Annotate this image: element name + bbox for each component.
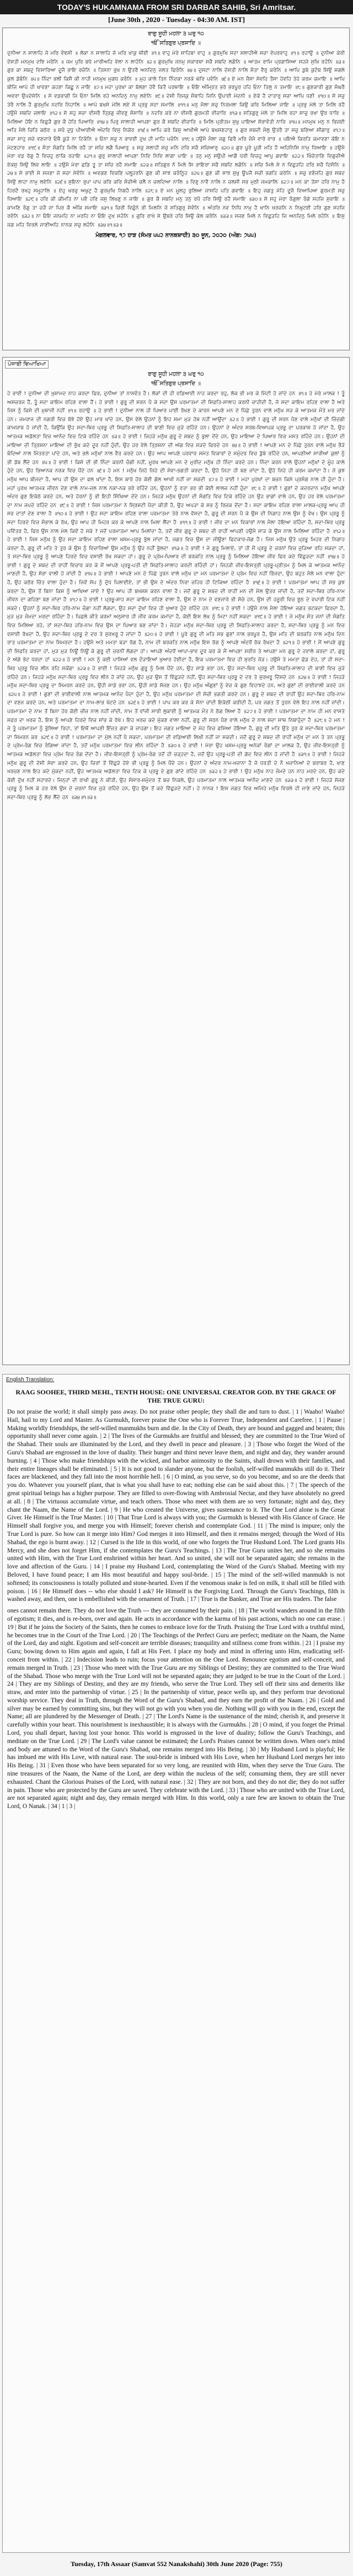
footer-date-line: Tuesday, 17th Assaar (Samvat 552 Nanakshahi) 30th June 2020 (Page: 755) [71,2560,282,2568]
shabad-raag-heading: ਰਾਗੁ ਸੂਹੀ ਮਹਲਾ ੩ ਘਰੁ ੧੦ [147,31,205,37]
page-title: TODAY'S HUKAMNAMA FROM SRI DARBAR SAHIB, Sri Amritsar. [0,0,353,14]
gurmukhi-date-line: ਮੰਗਲਵਾਰ, ੧੭ ਹਾੜ (ਸੰਮਤ ੫੫੨ ਨਾਨਕਸ਼ਾਹੀ) ੩੦ ਜੂਨ, ੨੦੨੦ (ਅੰਗ: ੭੫੫) [95,232,256,239]
shabad-mool-heading: ੴ ਸਤਿਗੁਰ ਪ੍ਰਸਾਦਿ ॥ [151,40,201,46]
gurmukhi-shabad-text: ਦੁਨੀਆ ਨ ਸਾਲਾਹਿ ਜੋ ਮਰਿ ਵੰਞਸੀ ॥ ਲੋਕਾ ਨ ਸਾਲਾਹਿ ਜੋ ਮਰਿ ਖਾਕੁ ਥੀਈ ॥੧॥ ਵਾਹੁ ਮੇਰੇ ਸਾਹਿਬਾ ਵਾਹੁ ॥ ਗੁਰਮੁਖਿ ਸਦਾ ਸਲਾਹੀਐ ਸਚਾ ਵੇਪਰਵਾਹੁ ॥੧॥ ਰਹਾਉ ॥ ਦੁਨੀਆ ਕੇਰੀ ਦੋਸਤੀ ਮਨਮੁਖ ਦਝਿ ਮਰੰਨਿ ॥ ਜਮ ਪੁਰਿ ਬਧੇ ਮਾਰੀਅਹਿ ਵੇਲਾ ਨ ਲਾਹੰਨਿ ॥੨॥ ਗੁਰਮੁਖਿ ਜਨਮੁ ਸਕਾਰਥਾ ਸਚੈ ਸਬਦਿ ਲਗੰਨਿ ॥ ਆਤਮ ਰਾਮਿ ਪ੍ਰਗਾਸਿਆ ਸਹਜੇ ਸੁਖਿ ਰਹੰਨਿ ॥੩॥ ਗੁਰ ਕਾ ਸਬਦੁ ਵਿਸਾਰਿਆ ਦੂਜੈ ਭਾਇ ਰਚੰਨਿ ॥ ਤਿਸਨਾ ਭੁਖ ਨ ਉਤਰੈ ਅਨਦਿਨੁ ਜਲਤ ਫਿਰੰਨਿ ॥੪॥ ਦੁਸਟਾ ਨਾਲਿ ਦੋਸਤੀ ਨਾਲਿ ਸੰਤਾ ਵੈਰੁ ਕਰੰਨਿ ॥ ਆਪਿ ਡੁਬੇ ਕੁਟੰਬ ਸਿਉ ਸਗਲੇ ਕੁਲ ਡੋਬੰਨਿ ॥੫॥ ਨਿੰਦਾ ਭਲੀ ਕਿਸੈ ਕੀ ਨਾਹੀ ਮਨਮੁਖ ਮੁਗਧ ਕਰੰਨਿ ॥ ਮੁਹ ਕਾਲੇ ਤਿਨ ਨਿੰਦਕਾ ਨਰਕੇ ਘੋਰਿ ਪਵੰਨਿ ॥੬॥ ਏ ਮਨ ਜੈਸਾ ਸੇਵਹਿ ਤੈਸਾ ਹੋਵਹਿ ਤੇਹੇ ਕਰਮ ਕਮਾਇ ॥ ਆਪਿ ਬੀਜਿ ਆਪੇ ਹੀ ਖਾਵਣਾ ਕਹਣਾ ਕਿਛੂ ਨ ਜਾਇ ॥੭॥ ਮਹਾ ਪੁਰਖਾ ਕਾ ਬੋਲਣਾ ਹੋਵੈ ਕਿਤੈ ਪਰਥਾਇ ॥ ਓਇ ਅੰਮ੍ਰਿਤ ਭਰੇ ਭਰਪੂਰ ਹਹਿ ਓਨਾ ਤਿਲੁ ਨ ਤਮਾਇ ॥੮॥ ਗੁਣਕਾਰੀ ਗੁਣ ਸੰਘਰੈ ਅਵਰਾ ਉਪਦੇਸੇਨਿ ॥ ਸੇ ਵਡਭਾਗੀ ਜਿ ਓਨਾ ਮਿਲਿ ਰਹੇ ਅਨਦਿਨੁ ਨਾਮੁ ਲਏਨਿ ॥੯॥ ਦੇਸੀ ਰਿਜਕੁ ਸੰਬਾਹਿ ਜਿਨਿ ਉਪਾਈ ਮੇਦਨੀ ॥ ਏਕੋ ਹੈ ਦਾਤਾਰੁ ਸਚਾ ਆਪਿ ਧਣੀ ॥੧੦॥ ਸੋ ਸਚੁ ਤੇਰੈ ਨਾਲਿ ਹੈ ਗੁਰਮੁਖਿ ਨਦਰਿ ਨਿਹਾਲਿ ॥ ਆਪੇ ਬਖਸੇ ਮੇਲਿ ਲਏ ਸੋ ਪ੍ਰਭੁ ਸਦਾ ਸਮਾਲਿ ॥੧੧॥ ਮਨੁ ਮੈਲਾ ਸਚੁ ਨਿਰਮਲਾ ਕਿਉ ਕਰਿ ਮਿਲਿਆ ਜਾਇ ॥ ਪ੍ਰਭੁ ਮੇਲੇ ਤਾ ਮਿਲਿ ਰਹੈ ਹਉਮੈ ਸਬਦਿ ਜਲਾਇ ॥੧੨॥ ਸੋ ਸਹੁ ਸਚਾ ਵੀਸਰੈ ਧ੍ਰਿਗੁ ਜੀਵਣੁ ਸੰਸਾਰਿ ॥ ਨਦਰਿ ਕਰੇ ਨਾ ਵੀਸਰੈ ਗੁਰਮਤੀ ਵੀਚਾਰਿ ॥੧੩॥ ਸਤਿਗੁਰੁ ਮੇਲੇ ਤਾ ਮਿਲਿ ਰਹਾ ਸਾਚੁ ਰਖਾ ਉਰ ਧਾਰਿ ॥ ਮਿਲਿਆ ਹੋਇ ਨ ਵਿਛੁੜੈ ਗੁਰ ਕੈ ਹੇਤਿ ਪਿਆਰਿ ॥੧੪॥ ਪਿਰੁ ਸਾਲਾਹੀ ਆਪਣਾ ਗੁਰ ਕੈ ਸਬਦਿ ਵੀਚਾਰਿ ॥ ਮਿਲਿ ਪ੍ਰੀਤਮ ਸੁਖੁ ਪਾਇਆ ਸੋਭਾਵੰਤੀ ਨਾਰਿ ॥੧੫॥ ਮਨਮੁਖ ਮਨੁ ਨ ਭਿਜਈ ਅਤਿ ਮੈਲੇ ਚਿਤਿ ਕਠੋਰ ॥ ਸਪੈ ਦੁਧੁ ਪੀਆਈਐ ਅੰਦਰਿ ਵਿਸੁ ਨਿਕੋਰ ॥੧੬॥ ਆਪਿ ਕਰੇ ਕਿਸੁ ਆਖੀਐ ਆਪੇ ਬਖਸਣਹਾਰੁ ॥ ਗੁਰ ਸਬਦੀ ਮੈਲੁ ਉਤਰੈ ਤਾ ਸਚੁ ਬਣਿਆ ਸੀਗਾਰੁ ॥੧੭॥ ਸਚਾ ਸਾਹੁ ਸਚੇ ਵਣਜਾਰੇ ਓਥੈ ਕੂੜੇ ਨਾ ਟਿਕੰਨਿ ॥ ਓਨਾ ਸਚੁ ਨ ਭਾਵਈ ਦੁਖ ਹੀ ਮਾਹਿ ਪਚੰਨਿ ॥੧੮॥ ਹਉਮੈ ਮੈਲਾ ਜਗੁ ਫਿਰੈ ਮਰਿ ਜੰਮੈ ਵਾਰੋ ਵਾਰ ॥ ਪਇਐ ਕਿਰਤਿ ਕਮਾਵਣਾ ਕੋਇ ਨ ਮੇਟਣਹਾਰ ॥੧੯॥ ਸੰਤਾ ਸੰਗਤਿ ਮਿਲਿ ਰਹੈ ਤਾ ਸਚਿ ਲਗੈ ਪਿਆਰੁ ॥ ਸਚੁ ਸਲਾਹੀ ਸਚੁ ਮਨਿ ਦਰਿ ਸਚੈ ਸਚਿਆਰੁ ॥੨੦॥ ਗੁਰ ਪੂਰੇ ਪੂਰੀ ਮਤਿ ਹੈ ਅਹਿਨਿਸਿ ਨਾਮੁ ਧਿਆਇ ॥ ਹਉਮੈ ਮੇਰਾ ਵਡ ਰੋਗੁ ਹੈ ਵਿਚਹੁ ਠਾਕਿ ਰਹਾਇ ॥੨੧॥ ਗੁਰੁ ਸਾਲਾਹੀ ਆਪਣਾ ਨਿਵਿ ਨਿਵਿ ਲਾਗਾ ਪਾਇ ॥ ਤਨੁ ਮਨੁ ਸਉਪੀ ਆਗੈ ਧਰੀ ਵਿਚਹੁ ਆਪੁ ਗਵਾਇ ॥੨੨॥ ਖਿੰਚੋਤਾਣਿ ਵਿਗੁਚੀਐ ਏਕਸੁ ਸਿਉ ਲਿਵ ਲਾਇ ॥ ਹਉਮੈ ਮੇਰਾ ਛਡਿ ਤੂ ਤਾ ਸਚਿ ਰਹੈ ਸਮਾਇ ॥੨੩॥ ਸਤਿਗੁਰ ਨੋ ਮਿਲੇ ਸਿ ਭਾਇਰਾ ਸਚੈ ਸਬਦਿ ਲਗੰਨਿ ॥ ਸਚਿ ਮਿਲੇ ਸੇ ਨ ਵਿਛੁੜਹਿ ਦਰਿ ਸਚੈ ਦਿਸੰਨਿ ॥੨੪॥ ਸੇ ਭਾਈ ਸੇ ਸਜਣਾ ਜੋ ਸਚਾ ਸੇਵੰਨਿ ॥ ਅਵਗਣ ਵਿਕਣਿ ਪਲ੍ਹ੍ਹਰਨਿ ਗੁਣ ਕੀ ਸਾਝ ਕਰੰਨ੍ਹ੍ਹਿ ॥੨੫॥ ਗੁਣ ਕੀ ਸਾਝ ਸੁਖੁ ਊਪਜੈ ਸਚੀ ਭਗਤਿ ਕਰੇਨਿ ॥ ਸਚੁ ਵਣੰਜਹਿ ਗੁਰ ਸਬਦ ਸਿਉ ਲਾਹਾ ਨਾਮੁ ਲਏਨਿ ॥੨੬॥ ਸੁਇਨਾ ਰੁਪਾ ਪਾਪ ਕਰਿ ਕਰਿ ਸੰਚੀਐ ਚਲੈ ਨ ਚਲਦਿਆ ਨਾਲਿ ॥ ਵਿਣੁ ਨਾਵੈ ਨਾਲਿ ਨ ਚਲਸੀ ਸਭ ਮੁਠੀ ਜਮਕਾਲਿ ॥੨੭॥ ਮਨ ਕਾ ਤੋਸਾ ਹਰਿ ਨਾਮੁ ਹੈ ਹਿਰਦੈ ਰਖਹੁ ਸਮ੍ਹ੍ਹਾਲਿ ॥ ਏਹੁ ਖਰਚੁ ਅਖੁਟੁ ਹੈ ਗੁਰਮੁਖਿ ਨਿਬਹੈ ਨਾਲਿ ॥੨੮॥ ਏ ਮਨ ਮੂਲਹੁ ਭੁਲਿਆ ਜਾਸਹਿ ਪਤਿ ਗਵਾਇ ॥ ਇਹੁ ਜਗਤੁ ਮੋਹਿ ਦੂਜੈ ਵਿਆਪਿਆ ਗੁਰਮਤੀ ਸਚੁ ਧਿਆਇ ॥੨੯॥ ਹਰਿ ਕੀ ਕੀਮਤਿ ਨਾ ਪਵੈ ਹਰਿ ਜਸੁ ਲਿਖਣੁ ਨ ਜਾਇ ॥ ਗੁਰ ਕੈ ਸਬਦਿ ਮਨੁ ਤਨੁ ਰਪੈ ਹਰਿ ਸਿਉ ਰਹੈ ਸਮਾਇ ॥੩੦॥ ਸੋ ਸਹੁ ਮੇਰਾ ਰੰਗੁਲਾ ਰੰਗੇ ਸਹਜਿ ਸੁਭਾਇ ॥ ਕਾਮਣਿ ਰੰਗੁ ਤਾ ਚੜੈ ਜਾ ਪਿਰ ਕੈ ਅੰਕਿ ਸਮਾਇ ॥੩੧॥ ਚਿਰੀ ਵਿਛੁੰਨੇ ਭੀ ਮਿਲਨਿ ਜੋ ਸਤਿਗੁਰੁ ਸੇਵੰਨਿ ॥ ਅੰਤਰਿ ਨਵ ਨਿਧਿ ਨਾਮੁ ਹੈ ਖਾਨਿ ਖਰਚਨਿ ਨ ਨਿਖੁਟਈ ਹਰਿ ਗੁਣ ਸਹਜਿ ਰਵੰਨਿ ॥੩੨॥ ਨਾ ਓਇ ਜਨਮਹਿ ਨਾ ਮਰਹਿ ਨਾ ਓਇ ਦੁਖ ਸਹੰਨਿ ॥ ਗੁਰਿ ਰਾਖੇ ਸੇ ਉਬਰੇ ਹਰਿ ਸਿਉ ਕੇਲ ਕਰੰਨਿ ॥੩੩॥ ਸਜਣ ਮਿਲੇ ਨ ਵਿਛੁੜਹਿ ਜਿ ਅਨਦਿਨੁ ਮਿਲੇ ਰਹੰਨਿ ॥ ਇਸੁ ਜਗ ਮਹਿ ਵਿਰਲੇ ਜਾਣੀਅਹਿ ਨਾਨਕ ਸਚੁ ਲਹੰਨਿ ॥੩੪॥੧॥੩॥ [7,50,345,228]
english-translation-label: English Translation: [6,1377,55,1383]
gurmukhi-shabad-box [2,28,350,350]
english-translation-text-continued: ones cannot remain there. They do not love the Truth --- they are consumed by their pain. | 18 | The world wanders around in the filth of egotism; it dies, and is re-born, over and again. He acts in accordance with the karma of his past actions, which no one can erase. | 19 | But if he joins the Society of the Saints, then he comes to embrace love for the Truth. Praising the True Lord with a truthful mind, he becomes true in the Court of the True Lord. | 20 | The Teachings of the Perfect Guru are perfect; meditate on the Naam, the Name of the Lord, day and night. Egotism and self-conceit are terrible diseases; tranquility and stillness come from within. | 21 | I praise my Guru; bowing down to Him again and again, I fall at His Feet. I place my body and mind in offering unto Him, eradicating self-conceit from within. | 22 | Indecision leads to ruin; focus your attention on the One Lord. Renounce egotism and self-conceit, and remain merged in Truth. | 23 | Those who meet with the True Guru are my Siblings of Destiny; they are committed to the True Word of the Shabad. Those who merge with the True Lord will not be separated again; they are judged to be true in the Court of the Lord. | 24 | They are my Siblings of Destiny, and they are my friends, who serve the True Lord. They sell off their sins and demerits like straw, and enter into the partnership of virtue. | 25 | In the partnership of virtue, peace wells up, and they perform true devotional worship service. They deal in Truth, through the Word of the Guru's Shabad, and they earn the profit of the Naam. | 26 | Gold and silver may be earned by committing sins, but they will not go with you when you die. Nothing will go with you in the end, except the Name; all are plundered by the Messenger of Death. | 27 | The Lord's Name is the sustenance of the mind; cherish it, and preserve it carefully within your heart. This nourishment is inexhaustible; it is always with the Gurmukhs. | 28 | O mind, if you forget the Primal Lord, you shall depart, having lost your honor. This world is engrossed in the love of duality; follow the Guru's Teachings, and meditate on the True Lord. | 29 | The Lord's value cannot be estimated; the Lord's Praises cannot be written down. When one's mind and body are attuned to the Word of the Guru's Shabad, one remains merged into His Being. | 30 | My Husband Lord is playful; He has imbued me with His Love, with natural ease. The soul-bride is imbued with His Love, when her Husband Lord merges her into His Being. | 31 | Even those who have been separated for so very long, are reunited with Him, when they serve the True Guru. The nine treasures of the Naam, the Name of the Lord, are deep within the nucleus of the self; consuming them, they are still never exhausted. Chant the Glorious Praises of the Lord, with natural ease. | 32 | They are not born, and they do not die; they do not suffer in pain. Those who are protected by the Guru are saved. They celebrate with the Lord. | 33 | Those who are united with the True Lord, are not separated again; night and day, they remain merged with Him. In this world, only a rare few are known to obtain the True Lord, O Nanak. | 34 | 1 | 3 | [7,1608,345,1810]
punjabi-explanation-label: ਪੰਜਾਬੀ ਵਿਆਖਿਆ [5,360,49,369]
date-line: [June 30th , 2020 - Tuesday - 04:30 AM. IST] [108,15,245,24]
english-translation-box [2,1374,350,2553]
punjabi-explanation-text: ਹੇ ਭਾਈ ! ਦੁਨੀਆ ਦੀ ਖ਼ੁਸ਼ਾਮਦ ਨਾਹ ਕਰਦਾ ਫਿਰ, ਦੁਨੀਆ ਤਾਂ ਨਾਸਵੰਤ ਹੈ। ਲੋਕਾਂ ਦੀ ਹੀ ਵਡਿਆਈ ਨਾਹ ਕਰਦਾ ਰਹੁ, ਲੋਕ ਭੀ ਮਰ ਕੇ ਮਿੱਟੀ ਹੋ ਜਾਂਦੇ ਹਨ ॥੧॥ ਹੇ ਮੇਰੇ ਮਾਲਕ ! ਤੂੰ ਅਸਚਰਜ ਹੈਂ, ਤੂੰ ਸਦਾ ਕਾਇਮ ਰਹਿਣ ਵਾਲਾ ਹੈਂ। ਹੇ ਭਾਈ ! ਗੁਰੂ ਦੀ ਸਰਨ ਪੈ ਕੇ ਸਦਾ ਉਸ ਪਰਮਾਤਮਾ ਦੀ ਸਿਫ਼ਤਿ-ਸਾਲਾਹ ਕਰਨੀ ਚਾਹੀਦੀ ਹੈ, ਜੋ ਸਦਾ ਕਾਇਮ ਰਹਿਣ ਵਾਲਾ ਹੈ ਅਤੇ ਜਿਸ ਨੂੰ ਕਿਸੇ ਦੀ ਮੁਥਾਜੀ ਨਹੀਂ ॥੧॥ ਰਹਾਉ ॥ ਹੇ ਭਾਈ ! ਦੁਨੀਆ ਨਾਲ ਹੀ ਪਿਆਰ ਪਾਈ ਰੱਖਣ ਦੇ ਕਾਰਨ ਆਪਣੇ ਮਨ ਦੇ ਪਿੱਛੇ ਤੁਰਨ ਵਾਲੇ ਮਨੁੱਖ ਸੜ ਕੇ ਆਤਮਕ ਮੌਤੇ ਮਰ ਜਾਂਦੇ ਹਨ। ਜਮਰਾਜ ਦੀ ਨਗਰੀ ਵਿਚ ਬੱਝੇ ਹੋਏ ਉਹ ਮਾਰ ਖਾਂਦੇ ਹਨ, ਉਸ ਵੇਲੇ ਉਹਨਾਂ ਨੂੰ ਇਹ ਸਮਾ ਮੁੜ ਹੱਥ ਨਹੀਂ ਆਉਂਦਾ ॥੨॥ ਹੇ ਭਾਈ ! ਗੁਰੂ ਦੀ ਸਰਨ ਪੈਣ ਵਾਲੇ ਮਨੁੱਖਾਂ ਦੀ ਜ਼ਿੰਦਗੀ ਕਾਮਯਾਬ ਹੋ ਜਾਂਦੀ ਹੈ, ਕਿਉਂਕਿ ਉਹ ਸਦਾ-ਥਿਰ ਪ੍ਰਭੂ ਦੀ ਸਿਫ਼ਤਿ-ਸਾਲਾਹ ਦੀ ਬਾਣੀ ਵਿਚ ਜੁੜੇ ਰਹਿੰਦੇ ਹਨ। ਉਹਨਾਂ ਦੇ ਅੰਦਰ ਸਰਬ-ਵਿਆਪਕ ਪ੍ਰਭੂ ਦਾ ਪਰਕਾਸ਼ ਹੋ ਜਾਂਦਾ ਹੈ, ਉਹ ਆਤਮਕ ਅਡੋਲਤਾ ਵਿਚ ਆਨੰਦ ਵਿਚ ਟਿਕੇ ਰਹਿੰਦੇ ਹਨ ॥੩॥ ਹੇ ਭਾਈ ! ਜਿਹੜੇ ਮਨੁੱਖ ਗੁਰੂ ਦੇ ਸ਼ਬਦ ਨੂੰ ਭੁਲਾ ਦੇਂਦੇ ਹਨ, ਉਹ ਮਾਇਆ ਦੇ ਪਿਆਰ ਵਿਚ ਮਸਤ ਰਹਿੰਦੇ ਹਨ। ਉਹਨਾਂ ਦੀ ਮਾਇਆ ਦੀ ਤ੍ਰਿਸ਼ਨਾ ਮਾਇਆ ਦੀ ਭੁੱਖ ਕਦੇ ਦੂਰ ਨਹੀਂ ਹੁੰਦੀ, ਉਹ ਹਰ ਵੇਲੇ ਤ੍ਰਿਸ਼ਨਾ ਦੀ ਅੱਗ ਵਿਚ ਸੜਦੇ ਫਿਰਦੇ ਹਨ ॥੪॥ ਹੇ ਭਾਈ ! ਆਪਣੇ ਮਨ ਦੇ ਪਿੱਛੇ ਤੁਰਨ ਵਾਲੇ ਮਨੁੱਖ ਭੈੜੇ ਬੰਦਿਆਂ ਨਾਲ ਮਿੱਤਰਤਾ ਪਾਂਦੇ ਹਨ, ਅਤੇ ਭਲੇ ਮਨੁੱਖਾਂ ਨਾਲ ਵੈਰ ਕਰਦੇ ਹਨ। ਉਹ ਆਪ ਆਪਣੇ ਪਰਵਾਰ ਸਮੇਤ ਵਿਕਾਰਾਂ ਦੇ ਸਮੁੰਦਰ ਵਿਚ ਡੁੱਬੇ ਰਹਿੰਦੇ ਹਨ, ਆਪਣੀਆਂ ਸਾਰੀਆਂ ਕੁਲਾਂ ਨੂੰ ਭੀ ਡੋਬ ਲੈਂਦੇ ਹਨ ॥੫॥ ਹੇ ਭਾਈ ! ਕਿਸੇ ਦੀ ਭੀ ਨਿੰਦਾ ਕਰਨੀ ਚੰਗੀ ਨਹੀਂ, ਮੂਰਖ ਆਪਣੇ ਮਨ ਦੇ ਮੁਰੀਦ ਮਨੁੱਖ ਹੀ ਨਿੰਦਾ ਕਰਦੇ ਹਨ। ਨਿੰਦਾ ਕਰਨ ਵਾਲੇ ਉਹਨਾਂ ਮਨੁੱਖਾਂ ਦੇ ਮੂੰਹ ਕਾਲੇ ਹੁੰਦੇ ਹਨ, ਉਹ ਭਿਆਨਕ ਨਰਕ ਵਿਚ ਪੈਂਦੇ ਹਨ ॥੬॥ ਹੇ ਮਨ ! ਮਨੁੱਖ ਜਿਹੋ ਜਿਹੇ ਦੀ ਸੇਵਾ-ਭਗਤੀ ਕਰਦਾ ਹੈ, ਉਹੋ ਜਿਹਾ ਹੀ ਬਣ ਜਾਂਦਾ ਹੈ, ਉਹੋ ਜਿਹੇ ਹੀ ਕਰਮ ਕਮਾਂਦਾ ਹੈ। ਜੋ ਕੁਝ ਮਨੁੱਖ ਆਪ ਬੀਜਦਾ ਹੈ, ਆਪ ਹੀ ਉਸ ਦਾ ਫਲ ਖਾਂਦਾ ਹੈ, ਇਸ ਬਾਰੇ ਹੋਰ ਕੋਈ ਗੱਲ ਆਖੀ ਨਹੀਂ ਜਾ ਸਕਦੀ ॥੭॥ ਹੇ ਭਾਈ ! ਮਹਾ ਪੁਰਖਾਂ ਦਾ ਬਚਨ ਕਿਸੇ ਪ੍ਰਸੰਗ ਨਾਲ ਹੀ ਹੁੰਦਾ ਹੈ। ਮਹਾਂ ਪੁਰਖ ਆਤਮਕ ਜੀਵਨ ਦੇਣ ਵਾਲੇ ਨਾਮ-ਜਲ ਨਾਲ ਨਕਾ-ਨਕ ਭਰੇ ਰਹਿੰਦੇ ਹਨ, ਉਹਨਾਂ ਨੂੰ ਰਤਾ ਭਰ ਭੀ ਕੋਈ ਲਾਲਚ ਨਹੀਂ ਹੁੰਦਾ ॥੮॥ ਹੇ ਭਾਈ ! ਗੁਣਾਂ ਦੇ ਕਦਰਦਾਨ ਮਨੁੱਖ ਆਪਣੇ ਅੰਦਰ ਗੁਣ ਇਕੱਠੇ ਕਰਦੇ ਹਨ, ਅਤੇ ਹੋਰਨਾਂ ਨੂੰ ਭੀ ਇਹੀ ਸਿੱਖਿਆ ਦੇਂਦੇ ਹਨ। ਜਿਹੜੇ ਮਨੁੱਖ ਉਹਨਾਂ ਦੀ ਸੰਗਤਿ ਵਿਚ ਟਿਕੇ ਰਹਿੰਦੇ ਹਨ ਉਹ ਭਾਗਾਂ ਵਾਲੇ ਹਨ, ਉਹ ਹਰ ਵੇਲੇ ਪਰਮਾਤਮਾ ਦਾ ਨਾਮ ਜਪਦੇ ਰਹਿੰਦੇ ਹਨ ॥੯॥ ਹੇ ਭਾਈ ! ਜਿਸ ਪਰਮਾਤਮਾ ਨੇ ਸ੍ਰਿਸ਼ਟੀ ਪੈਦਾ ਕੀਤੀ ਹੈ, ਉਹ ਅਪੜਾ ਕੇ ਸਭ ਨੂੰ ਰਿਜ਼ਕ ਦੇਂਦਾ ਹੈ। ਸਦਾ ਕਾਇਮ ਰਹਿਣ ਵਾਲਾ ਮਾਲਕ-ਪ੍ਰਭੂ ਆਪ ਹੀ ਸਭ ਦਾਤਾਂ ਦੇਣ ਵਾਲਾ ਹੈ ॥੧੦॥ ਹੇ ਭਾਈ ! ਉਹ ਸਦਾ ਕਾਇਮ ਰਹਿਣ ਵਾਲਾ ਪਰਮਾਤਮਾ ਤੇਰੇ ਨਾਲ ਵੱਸਦਾ ਹੈ, ਗੁਰੂ ਦੀ ਸਰਨ ਪੈ ਕੇ ਉਸ ਦੀ ਨਿਗਾਹ ਨਾਲ ਉਸ ਨੂੰ ਵੇਖ। ਉਸ ਪ੍ਰਭੂ ਨੂੰ ਸਦਾ ਹਿਰਦੇ ਵਿਚ ਸੰਭਾਲ ਕੇ ਰੱਖ, ਉਹ ਆਪ ਹੀ ਮਿਹਰ ਕਰ ਕੇ ਆਪਣੇ ਨਾਲ ਮਿਲਾ ਲੈਂਦਾ ਹੈ ॥੧੧॥ ਹੇ ਭਾਈ ! ਜੀਵ ਦਾ ਮਨ ਵਿਕਾਰਾਂ ਨਾਲ ਮੈਲਾ ਹੋਇਆ ਰਹਿੰਦਾ ਹੈ, ਸਦਾ-ਥਿਰ ਪ੍ਰਭੂ ਪਵਿੱਤਰ ਹੈ, ਫਿਰ ਉਸ ਨਾਲ ਮੇਲ ਕਿਵੇਂ ਹੋ ਸਕੇ ? ਜਦੋਂ ਪਰਮਾਤਮਾ ਆਪ ਮਿਲਾਂਦਾ ਹੈ, ਤਦੋਂ ਜੀਵ ਗੁਰੂ ਦੇ ਸ਼ਬਦ ਦੀ ਰਾਹੀਂ ਆਪਣੀ ਹਉਮੈ ਸਾੜ ਕੇ ਉਸ ਨਾਲ ਮਿਲਿਆ ਰਹਿੰਦਾ ਹੈ ॥੧੨॥ ਹੇ ਭਾਈ ! ਜਿਸ ਮਨੁੱਖ ਨੂੰ ਉਹ ਸਦਾ ਕਾਇਮ ਰਹਿਣ ਵਾਲਾ ਖਸਮ-ਪ੍ਰਭੂ ਭੁੱਲ ਜਾਂਦਾ ਹੈ, ਜਗਤ ਵਿਚ ਉਸ ਦਾ ਜੀਊਣਾ ਫਿਟਕਾਰ-ਜੋਗ ਹੈ। ਜਿਸ ਮਨੁੱਖ ਉਤੇ ਪ੍ਰਭੂ ਮਿਹਰ ਦੀ ਨਿਗਾਹ ਕਰਦਾ ਹੈ, ਗੁਰੂ ਦੀ ਮਤਿ ਤੇ ਤੁਰ ਕੇ ਉਸ ਨੂੰ ਵਿਚਾਰਿਆਂ ਉਸ ਮਨੁੱਖ ਨੂੰ ਉਹ ਨਹੀਂ ਭੁੱਲਦਾ ॥੧੩॥ ਹੇ ਭਾਈ ! ਜੇ ਗੁਰੂ ਮਿਲਾਏ, ਤਾਂ ਹੀ ਮੈਂ ਪ੍ਰਭੂ ਦੇ ਚਰਨਾਂ ਵਿਚ ਜੁੜਿਆ ਰਹਿ ਸਕਦਾ ਹਾਂ, ਤੇ ਸਦਾ-ਥਿਰ ਪ੍ਰਭੂ ਨੂੰ ਆਪਣੇ ਹਿਰਦੇ ਵਿਚ ਵਸਾਈ ਰੱਖ ਸਕਦਾ ਹਾਂ। ਗੁਰੂ ਦੇ ਪ੍ਰੇਮ-ਪਿਆਰ ਦੀ ਬਰਕਤਿ ਨਾਲ ਪ੍ਰਭੂ ਨੂੰ ਮਿਲਿਆ ਹੋਇਆ ਜੀਵ ਫਿਰ ਕਦੇ ਵਿੱਛੁੜਦਾ ਨਹੀਂ ॥੧੪॥ ਹੇ ਭਾਈ ! ਗੁਰੂ ਦੇ ਸ਼ਬਦ ਦੀ ਰਾਹੀਂ ਵਿਚਾਰ ਕਰ ਕੇ ਮੈਂ ਆਪਣੇ ਪ੍ਰਭੂ-ਪਤੀ ਦੀ ਸਿਫ਼ਤਿ-ਸਾਲਾਹ ਕਰਦੀ ਰਹਿੰਦੀ ਹਾਂ। ਜਿਹੜੀ ਜੀਵ-ਇਸਤ੍ਰੀ ਪ੍ਰਭੂ-ਪ੍ਰੀਤਮ ਨੂੰ ਮਿਲ ਕੇ ਆਤਮਕ ਆਨੰਦ ਮਾਣਦੀ ਹੈ, ਉਹ ਸੋਭਾ ਵਾਲੀ ਹੋ ਜਾਂਦੀ ਹੈ ॥੧੫॥ ਹੇ ਭਾਈ ! ਆਪਣੇ ਮਨ ਦੇ ਪਿੱਛੇ ਤੁਰਨ ਵਾਲੇ ਮਨੁੱਖ ਦਾ ਮਨ ਪਰਮਾਤਮਾ ਦੇ ਪ੍ਰੇਮ ਵਿਚ ਨਹੀਂ ਭਿੱਜਦਾ, ਉਹ ਬਹੁਤ ਮੈਲੇ ਮਨ ਵਾਲਾ ਹੁੰਦਾ ਹੈ, ਉਹ ਕਠੋਰ ਚਿੱਤ ਵਾਲਾ ਹੁੰਦਾ ਹੈ। ਜਿਵੇਂ ਸੱਪ ਨੂੰ ਦੁੱਧ ਪਿਲਾਈਏ, ਤਾਂ ਭੀ ਉਸ ਦੇ ਅੰਦਰ ਨਿਰਾ ਜ਼ਹਿਰ ਹੀ ਟਿਕਿਆ ਰਹਿੰਦਾ ਹੈ ॥੧੬॥ ਹੇ ਭਾਈ ! ਪਰਮਾਤਮਾ ਆਪ ਹੀ ਸਭ ਕੁਝ ਕਰਦਾ ਹੈ, ਉਸ ਤੋਂ ਬਿਨਾ ਕਿਸ ਨੂੰ ਆਖਿਆ ਜਾਏ ? ਉਹ ਆਪ ਹੀ ਬਖ਼ਸ਼ਸ਼ ਕਰਨ ਵਾਲਾ ਹੈ। ਜਦੋਂ ਗੁਰੂ ਦੇ ਸ਼ਬਦ ਦੀ ਰਾਹੀਂ ਮਨ ਦੀ ਮੈਲ ਉਤਰ ਜਾਂਦੀ ਹੈ, ਤਦੋਂ ਸਦਾ-ਥਿਰ ਹਰਿ-ਨਾਮ ਜੀਵਨ ਦਾ ਗਹਿਣਾ ਬਣ ਜਾਂਦਾ ਹੈ ॥੧੭॥ ਹੇ ਭਾਈ ! ਪ੍ਰਭੂ-ਸ਼ਾਹ ਸਦਾ ਕਾਇਮ ਰਹਿਣ ਵਾਲਾ ਹੈ, ਉਸ ਦੇ ਨਾਮ ਦੇ ਵਣਜਾਰੇ ਭੀ ਸੱਚੇ ਹਨ, ਉਸ ਦੀ ਹਜ਼ੂਰੀ ਵਿਚ ਝੂਠ ਦੇ ਵਪਾਰੀ ਟਿਕ ਨਹੀਂ ਸਕਦੇ। ਉਹਨਾਂ ਨੂੰ ਸਦਾ-ਥਿਰ ਹਰਿ-ਨਾਮ ਚੰਗਾ ਨਹੀਂ ਲੱਗਦਾ, ਉਹ ਸਦਾ ਦੁੱਖਾਂ ਵਿਚ ਹੀ ਖ਼ੁਆਰ ਹੁੰਦੇ ਰਹਿੰਦੇ ਹਨ ॥੧੮॥ ਹੇ ਭਾਈ ! ਹਉਮੈ ਨਾਲ ਮੈਲਾ ਹੋਇਆ ਜਗਤ ਭਟਕਦਾ ਫਿਰਦਾ ਹੈ, ਮੁੜ ਮੁੜ ਜੰਮਦਾ ਮਰਦਾ ਰਹਿੰਦਾ ਹੈ। ਪਿਛਲੇ ਕੀਤੇ ਕਰਮਾਂ ਅਨੁਸਾਰ ਹੀ ਜੀਵ ਕਰਮ ਕਮਾਂਦਾ ਹੈ, ਕੋਈ ਇਸ ਲੇਖ ਨੂੰ ਮਿਟਾ ਨਹੀਂ ਸਕਦਾ ॥੧੯॥ ਹੇ ਭਾਈ ! ਜੇ ਮਨੁੱਖ ਸੰਤ ਜਨਾਂ ਦੀ ਸੰਗਤਿ ਵਿਚ ਮਿਲਿਆ ਰਹੇ, ਤਾਂ ਸਦਾ-ਥਿਰ ਹਰਿ-ਨਾਮ ਵਿਚ ਉਸ ਦਾ ਪਿਆਰ ਬਣ ਜਾਂਦਾ ਹੈ। ਜੇਹੜਾ ਮਨੁੱਖ ਸਦਾ-ਥਿਰ ਪ੍ਰਭੂ ਦੀ ਸਿਫ਼ਤਿ-ਸਾਲਾਹ ਕਰਦਾ ਹੈ, ਸਦਾ-ਥਿਰ ਪ੍ਰਭੂ ਨੂੰ ਮਨ ਵਿਚ ਵਸਾਈ ਰੱਖਦਾ ਹੈ, ਉਹ ਸਦਾ-ਥਿਰ ਪ੍ਰਭੂ ਦੇ ਦਰ ਤੇ ਸੁਰਖ਼ਰੂ ਹੋ ਜਾਂਦਾ ਹੈ ॥੨੦॥ ਹੇ ਭਾਈ ! ਪੂਰੇ ਗੁਰੂ ਦੀ ਮਤਿ ਸਭ ਗੁਣਾਂ ਨਾਲ ਭਰਪੂਰ ਹੈ, ਉਸ ਮਤਿ ਦੀ ਬਰਕਤਿ ਨਾਲ ਮਨੁੱਖ ਦਿਨ ਰਾਤ ਪਰਮਾਤਮਾ ਦਾ ਨਾਮ ਸਿਮਰਦਾ ਹੈ। ਹਉਮੈ ਅਤੇ ਮਮਤਾ ਬੜਾ ਰੋਗ ਹੈ, ਨਾਮ ਦੀ ਬਰਕਤਿ ਨਾਲ ਮਨੁੱਖ ਇਸ ਰੋਗ ਨੂੰ ਆਪਣੇ ਅੰਦਰੋਂ ਰੋਕ ਰੱਖਦਾ ਹੈ ॥੨੧॥ ਹੇ ਭਾਈ ! ਮੈਂ ਆਪਣੇ ਗੁਰੂ ਦੀ ਸਿਫ਼ਤਿ ਕਰਦਾ ਹਾਂ, ਮੁੜ ਮੁੜ ਨਿਊਂ ਨਿਊਂ ਕੇ ਗੁਰੂ ਦੀ ਚਰਨੀਂ ਲੱਗਦਾ ਹਾਂ। ਆਪਣੇ ਅੰਦਰੋਂ ਆਪਾ-ਭਾਵ ਦੂਰ ਕਰ ਕੇ ਮੈਂ ਆਪਣਾ ਸਰੀਰ ਤੇ ਆਪਣਾ ਮਨ ਗੁਰੂ ਦੇ ਹਵਾਲੇ ਕਰਦਾ ਹਾਂ, ਗੁਰੂ ਦੇ ਅੱਗੇ ਭੇਟ ਧਰਦਾ ਹਾਂ ॥੨੨॥ ਹੇ ਭਾਈ ! ਮਨ ਨੂੰ ਕਈ ਪਾਸਿਆਂ ਵਲ ਦੌੜਾਇਆਂ ਖ਼ੁਆਰ ਹੋਈਦਾ ਹੈ, ਇਕ ਪਰਮਾਤਮਾ ਵਿਚ ਹੀ ਸੁਰਤਿ ਜੋੜ। ਹਉਮੈ ਤੇ ਮਮਤਾ ਛੱਡ ਦੇਹ, ਤਾਂ ਹੀ ਸਦਾ-ਥਿਰ ਪ੍ਰਭੂ ਵਿਚ ਲੀਨ ਰਹਿ ਸਕੇਂਗਾ ॥੨੩॥ ਹੇ ਭਾਈ ! ਜਿਹੜੇ ਮਨੁੱਖ ਗੁਰੂ ਨੂੰ ਮਿਲ ਪੈਂਦੇ ਹਨ, ਉਹ ਸਾਡੇ ਭਰਾ ਹਨ, ਉਹ ਸਦਾ-ਥਿਰ ਪ੍ਰਭੂ ਦੀ ਸਿਫ਼ਤਿ-ਸਾਲਾਹ ਦੀ ਬਾਣੀ ਵਿਚ ਜੁੜੇ ਰਹਿੰਦੇ ਹਨ। ਜਿਹੜੇ ਮਨੁੱਖ ਸਦਾ-ਥਿਰ ਪ੍ਰਭੂ ਵਿਚ ਲੀਨ ਹੋ ਜਾਂਦੇ ਹਨ, ਉਹ ਮੁੜ ਉਸ ਤੋਂ ਵਿੱਛੁੜਦੇ ਨਹੀਂ, ਉਹ ਸਦਾ-ਥਿਰ ਪ੍ਰਭੂ ਦੇ ਦਰ ਤੇ ਸੁਰਖ਼ਰੂ ਦਿੱਸਦੇ ਹਨ ॥੨੪॥ ਹੇ ਭਾਈ ! ਜਿਹੜੇ ਮਨੁੱਖ ਸਦਾ-ਥਿਰ ਪ੍ਰਭੂ ਦਾ ਸਿਮਰਨ ਕਰਦੇ ਹਨ, ਉਹੀ ਸਾਡੇ ਭਰਾ ਹਨ, ਉਹੀ ਸਾਡੇ ਸੱਜਣ ਹਨ। ਉਹ ਮਨੁੱਖ ਔਗੁਣਾਂ ਨੂੰ ਵੇਚ ਕੇ ਗੁਣ ਵਿਹਾਝਦੇ ਹਨ, ਅਤੇ ਗੁਣਾਂ ਦੀ ਭਾਈਵਾਲੀ ਕਰਦੇ ਹਨ ॥੨੫॥ ਹੇ ਭਾਈ ! ਗੁਣਾਂ ਦੀ ਭਾਈਵਾਲੀ ਨਾਲ ਆਤਮਕ ਆਨੰਦ ਪੈਦਾ ਹੁੰਦਾ ਹੈ, ਉਹ ਮਨੁੱਖ ਪਰਮਾਤਮਾ ਦੀ ਸੱਚੀ ਭਗਤੀ ਕਰਦੇ ਹਨ। ਗੁਰੂ ਦੇ ਸ਼ਬਦ ਦੀ ਰਾਹੀਂ ਉਹ ਸਦਾ-ਥਿਰ ਹਰਿ-ਨਾਮ ਦਾ ਵਣਜ ਕਰਦੇ ਹਨ, ਅਤੇ ਪਰਮਾਤਮਾ ਦਾ ਨਾਮ-ਲਾਭ ਖੱਟਦੇ ਹਨ ॥੨੬॥ ਹੇ ਭਾਈ ! ਪਾਪ ਕਰ ਕਰ ਕੇ ਸੋਨਾ ਚਾਂਦੀ ਇਕੱਠੀ ਕਰੀਦੀ ਹੈ, ਪਰ ਜਗਤ ਤੋਂ ਤੁਰਨ ਵੇਲੇ ਇਹ ਨਾਲ ਨਹੀਂ ਜਾਂਦੀ। ਪਰਮਾਤਮਾ ਦੇ ਨਾਮ ਤੋਂ ਬਿਨਾ ਹੋਰ ਕੋਈ ਚੀਜ਼ ਨਾਲ ਨਹੀਂ ਜਾਂਦੀ, ਨਾਮ ਤੋਂ ਵਾਂਜੀ ਸਾਰੀ ਲੁਕਾਈ ਨੂੰ ਆਤਮਕ ਮੌਤ ਨੇ ਠੱਗ ਲਿਆ ਹੈ ॥੨੭॥ ਹੇ ਭਾਈ ! ਪਰਮਾਤਮਾ ਦਾ ਨਾਮ ਹੀ ਮਨ ਵਾਸਤੇ ਸਫ਼ਰ ਦਾ ਖ਼ਰਚ ਹੈ, ਇਸ ਨੂੰ ਆਪਣੇ ਹਿਰਦੇ ਵਿਚ ਸਾਂਭ ਕੇ ਰੱਖੋ। ਇਹ ਖ਼ਰਚ ਕਦੇ ਮੁੱਕਣ ਵਾਲਾ ਨਹੀਂ, ਗੁਰੂ ਦੀ ਸਰਨ ਪੈਣ ਵਾਲੇ ਮਨੁੱਖ ਦੇ ਨਾਲ ਸਦਾ ਸਾਥ ਨਿਬਾਹੁੰਦਾ ਹੈ ॥੨੮॥ ਹੇ ਮਨ ! ਜੇ ਤੂੰ ਪਰਮਾਤਮਾ ਨੂੰ ਭੁੱਲਿਆ ਰਿਹਾ, ਤਾਂ ਇਥੋਂ ਆਪਣੀ ਇੱਜ਼ਤ ਗਵਾ ਕੇ ਜਾਹਗਾ। ਇਹ ਜਗਤ ਮਾਇਆ ਦੇ ਮੋਹ ਵਿਚ ਫਸਿਆ ਹੋਇਆ ਹੈ, ਗੁਰੂ ਦੀ ਮਤਿ ਉਤੇ ਤੁਰ ਕੇ ਸਦਾ-ਥਿਰ ਪਰਮਾਤਮਾ ਦਾ ਸਿਮਰਨ ਕਰ ॥੨੯॥ ਹੇ ਭਾਈ ! ਪਰਮਾਤਮਾ ਦਾ ਮੁੱਲ ਨਹੀਂ ਪੈ ਸਕਦਾ, ਪਰਮਾਤਮਾ ਦੀ ਵਡਿਆਈ ਲਿਖੀ ਨਹੀਂ ਜਾ ਸਕਦੀ। ਜਦੋਂ ਗੁਰੂ ਦੇ ਸ਼ਬਦ ਦੀ ਰਾਹੀਂ ਮਨੁੱਖ ਦਾ ਮਨ ਤੇ ਤਨ ਪ੍ਰਭੂ ਦੇ ਪ੍ਰੇਮ-ਰੰਗ ਵਿਚ ਰੰਗਿਆ ਜਾਂਦਾ ਹੈ, ਤਦੋਂ ਮਨੁੱਖ ਪਰਮਾਤਮਾ ਵਿਚ ਲੀਨ ਰਹਿੰਦਾ ਹੈ ॥੩੦॥ ਹੇ ਭਾਈ ! ਮੇਰਾ ਉਹ ਖਸਮ-ਪ੍ਰਭੂ ਅਨੇਕਾਂ ਰੰਗਾਂ ਦਾ ਮਾਲਕ ਹੈ, ਉਹ ਜੀਵ-ਇਸਤ੍ਰੀ ਨੂੰ ਆਤਮਕ ਅਡੋਲਤਾ ਵਿਚ ਪ੍ਰੇਮ ਵਿਚ ਰੰਗ ਦੇਂਦਾ ਹੈ। ਜੀਵ-ਇਸਤ੍ਰੀ ਨੂੰ ਪ੍ਰੇਮ-ਰੰਗ ਤਦੋਂ ਹੀ ਚੜ੍ਹਦਾ ਹੈ, ਜਦੋਂ ਉਹ ਪ੍ਰਭੂ-ਪਤੀ ਦੀ ਗੋਦ ਵਿਚ ਲੀਨ ਹੋ ਜਾਂਦੀ ਹੈ ॥੩੧॥ ਹੇ ਭਾਈ ! ਜਿਹੜੇ ਮਨੁੱਖ ਗੁਰੂ ਦੀ ਦੱਸੀ ਸੇਵਾ ਕਰਦੇ ਹਨ, ਉਹ ਚਿਰਾਂ ਤੋਂ ਵਿੱਛੁੜੇ ਹੋਏ ਭੀ ਪ੍ਰਭੂ ਨੂੰ ਮਿਲ ਪੈਂਦੇ ਹਨ। ਉਹਨਾਂ ਦੇ ਅੰਦਰ ਨਾਮ-ਖ਼ਜ਼ਾਨਾ ਹੈ ਜੋ ਧਰਤੀ ਦੇ ਨੌ ਖ਼ਜ਼ਾਨਿਆਂ ਦੇ ਬਰਾਬਰ ਹੈ, ਖਾਣ ਖ਼ਰਚਣ ਨਾਲ ਇਹ ਕਦੇ ਮੁੱਕਦਾ ਨਹੀਂ, ਉਹ ਆਤਮਕ ਅਡੋਲਤਾ ਵਿਚ ਟਿਕ ਕੇ ਪ੍ਰਭੂ ਦੇ ਗੁਣ ਗਾਂਦੇ ਰਹਿੰਦੇ ਹਨ ॥੩੨॥ ਹੇ ਭਾਈ ! ਉਹ ਮਨੁੱਖ ਨਾਹ ਜੰਮਦੇ ਹਨ ਨਾਹ ਮਰਦੇ ਹਨ, ਉਹ ਕਦੇ ਕੋਈ ਦੁੱਖ ਨਹੀਂ ਸਹਾਰਦੇ। ਜਿਨ੍ਹਾਂ ਦੀ ਰਾਖੀ ਗੁਰੂ ਨੇ ਕੀਤੀ, ਉਹ ਸੰਸਾਰ-ਸਮੁੰਦਰ ਤੋਂ ਬਚ ਨਿਕਲੇ, ਉਹ ਪਰਮਾਤਮਾ ਨਾਲ ਆਤਮਕ ਆਨੰਦ ਮਾਣਦੇ ਹਨ ॥੩੩॥ ਹੇ ਭਾਈ ! ਜਿਹੜੇ ਸੱਜਣ ਪ੍ਰਭੂ ਨੂੰ ਮਿਲ ਕੇ ਹਰ ਵੇਲੇ ਉਸ ਦੇ ਚਰਨਾਂ ਵਿਚ ਜੁੜੇ ਰਹਿੰਦੇ ਹਨ, ਉਹ ਉਸ ਤੋਂ ਕਦੇ ਵਿੱਛੁੜਦੇ ਨਹੀਂ। ਹੇ ਨਾਨਕ ! ਇਸ ਜਗਤ ਵਿਚ ਅਜਿਹੇ ਮਨੁੱਖ ਵਿਰਲੇ ਹੀ ਜਾਣੇ ਜਾਂਦੇ ਹਨ, ਜਿਹੜੇ ਸਦਾ-ਥਿਰ ਪ੍ਰਭੂ ਨੂੰ ਲੱਭ ਲੈਂਦੇ ਹਨ ॥੩੪॥੧॥੩॥ [7,391,345,800]
punjabi-mool-heading: ੴ ਸਤਿਗੁਰ ਪ੍ਰਸਾਦਿ ॥ [151,381,201,387]
english-translation-text: Do not praise the world; it shall simply pass away. Do not praise other people; they shall die and turn to dust. | 1 | Waaho! Waaho! Hail, hail to my Lord and Master. As Gurmukh, forever praise the One who is Forever True, Independent and Carefree. | 1 | Pause | Making worldly friendships, the self-willed manmukhs burn and die. In the City of Death, they are bound and gagged and beaten; this opportunity shall never come again. | 2 | The lives of the Gurmukhs are fruitful and blessed; they are committed to the True Word of the Shabad. Their souls are illuminated by the Lord, and they dwell in peace and pleasure. | 3 | Those who forget the Word of the Guru's Shabad are engrossed in the love of duality. Their hunger and thirst never leave them, and night and day, they wander around burning. | 4 | Those who make friendships with the wicked, and harbor animosity to the Saints, shall drown with their families, and their entire lineages shall be eliminated. | 5 | It is not good to slander anyone, but the foolish, self-willed manmukhs still do it. Their faces are blackened, and they fall into the most horrible hell. | 6 | O mind, as you serve, so do you become, and so are the deeds that you do. Whatever you yourself plant, that is what you shall have to eat; nothing else can be said about this. | 7 | The speech of the great spiritual beings has a higher purpose. They are filled to over-flowing with Ambrosial Nectar, and they have absolutely no greed at all. | 8 | The virtuous accumulate virtue, and teach others. Those who meet with them are so very fortunate; night and day, they chant the Naam, the Name of the Lord. | 9 | He who created the Universe, gives sustenance to it. The One Lord alone is the Great Giver. He Himself is the True Master. | 10 | That True Lord is always with you; the Gurmukh is blessed with His Glance of Grace. He Himself shall forgive you, and merge you with Himself; forever cherish and contemplate God. | 11 | The mind is impure; only the True Lord is pure. So how can it merge into Him? God merges it into Himself, and then it remains merged; through the Word of His Shabad, the ego is burnt away. | 12 | Cursed is the life in this world, of one who forgets the True Husband Lord. The Lord grants His Mercy, and she does not forget Him, if she contemplates the Guru's Teachings. | 13 | The True Guru unites her, and so she remains united with Him, with the True Lord enshrined within her heart. And so united, she will not be separated again; she remains in the love and affection of the Guru. | 14 | I praise my Husband Lord, contemplating the Word of the Guru's Shabad. Meeting with my Beloved, I have found peace; I am His most beautiful and happy soul-bride. | 15 | The mind of the self-willed manmukh is not softened; its consciousness is totally polluted and stone-hearted. Even if the venomous snake is fed on milk, it shall still be filled with poison. | 16 | He Himself does -- who else should I ask? He Himself is the Forgiving Lord. Through the Guru's Teachings, filth is washed away, and then, one is embellished with the ornament of Truth. | 17 | True is the Banker, and True are His traders. The false [7,1409,345,1603]
punjabi-raag-heading: ਰਾਗੁ ਸੂਹੀ ਮਹਲਾ ੩ ਘਰੁ ੧੦ [147,371,205,377]
english-heading: RAAG SOOHEE, THIRD MEHL, TENTH HOUSE: ONE UNIVERSAL CREATOR GOD. BY THE GRACE OF THE TRUE GURU: [15,1388,336,1404]
punjabi-explanation-box [2,357,350,1365]
